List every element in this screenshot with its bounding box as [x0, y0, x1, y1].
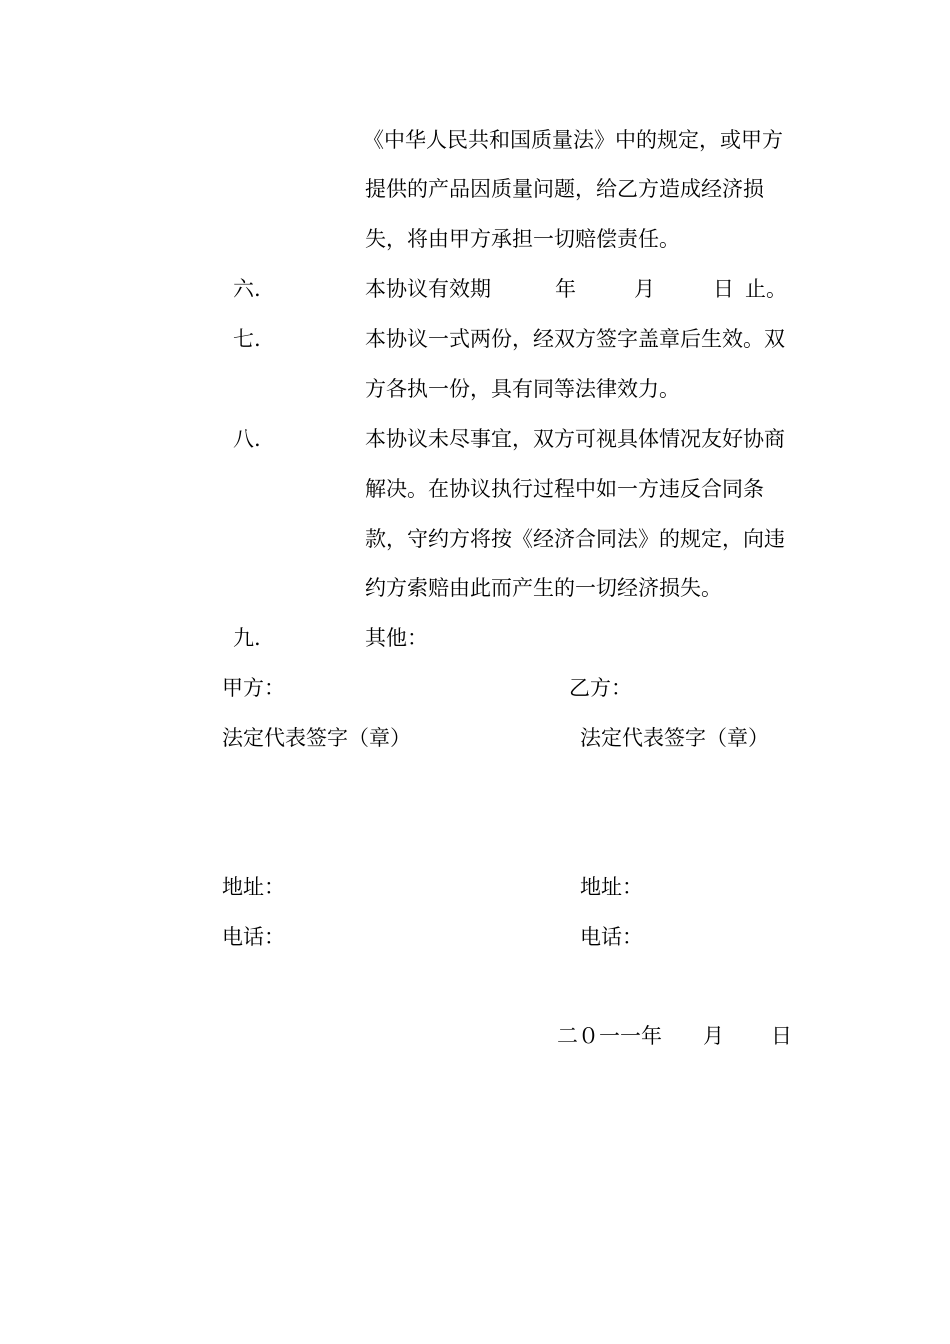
clause9-text: 其他：	[365, 626, 428, 650]
date-month: 月	[703, 1024, 724, 1048]
clause8-line-2: 解决。在协议执行过程中如一方违反合同条	[365, 477, 764, 501]
clause7-line-2: 方各执一份，具有同等法律效力。	[365, 377, 680, 401]
clause8-number: 八.	[233, 427, 261, 451]
clause8-line-3: 款，守约方将按《经济合同法》的规定，向违	[365, 527, 785, 551]
clause6-day: 日	[713, 277, 734, 301]
party-b-label: 乙方：	[569, 676, 632, 700]
date-year: 二０一一年	[557, 1024, 662, 1048]
clause6-number: 六.	[233, 277, 261, 301]
clause6-year: 年	[555, 277, 576, 301]
clause8-line-4: 约方索赔由此而产生的一切经济损失。	[365, 576, 722, 600]
clause8-line-1: 本协议未尽事宜，双方可视具体情况友好协商	[365, 427, 785, 451]
clause5-line-3: 失，将由甲方承担一切赔偿责任。	[365, 227, 680, 251]
party-a-signature: 法定代表签字（章）	[222, 726, 411, 750]
clause6-text: 本协议有效期	[365, 277, 491, 301]
clause5-line-1: 《中华人民共和国质量法》中的规定，或甲方	[363, 128, 783, 152]
party-a-label: 甲方：	[222, 676, 285, 700]
clause6-month: 月	[634, 277, 655, 301]
clause7-number: 七.	[233, 327, 261, 351]
party-a-address: 地址：	[222, 875, 285, 899]
party-a-phone: 电话：	[222, 925, 285, 949]
party-b-phone: 电话：	[580, 925, 643, 949]
clause5-line-2: 提供的产品因质量问题，给乙方造成经济损	[365, 177, 764, 201]
date-day: 日	[771, 1024, 792, 1048]
party-b-signature: 法定代表签字（章）	[580, 726, 769, 750]
clause9-number: 九.	[233, 626, 261, 650]
party-b-address: 地址：	[580, 875, 643, 899]
clause7-line-1: 本协议一式两份，经双方签字盖章后生效。双	[365, 327, 785, 351]
clause6-suffix: 止。	[745, 277, 787, 301]
